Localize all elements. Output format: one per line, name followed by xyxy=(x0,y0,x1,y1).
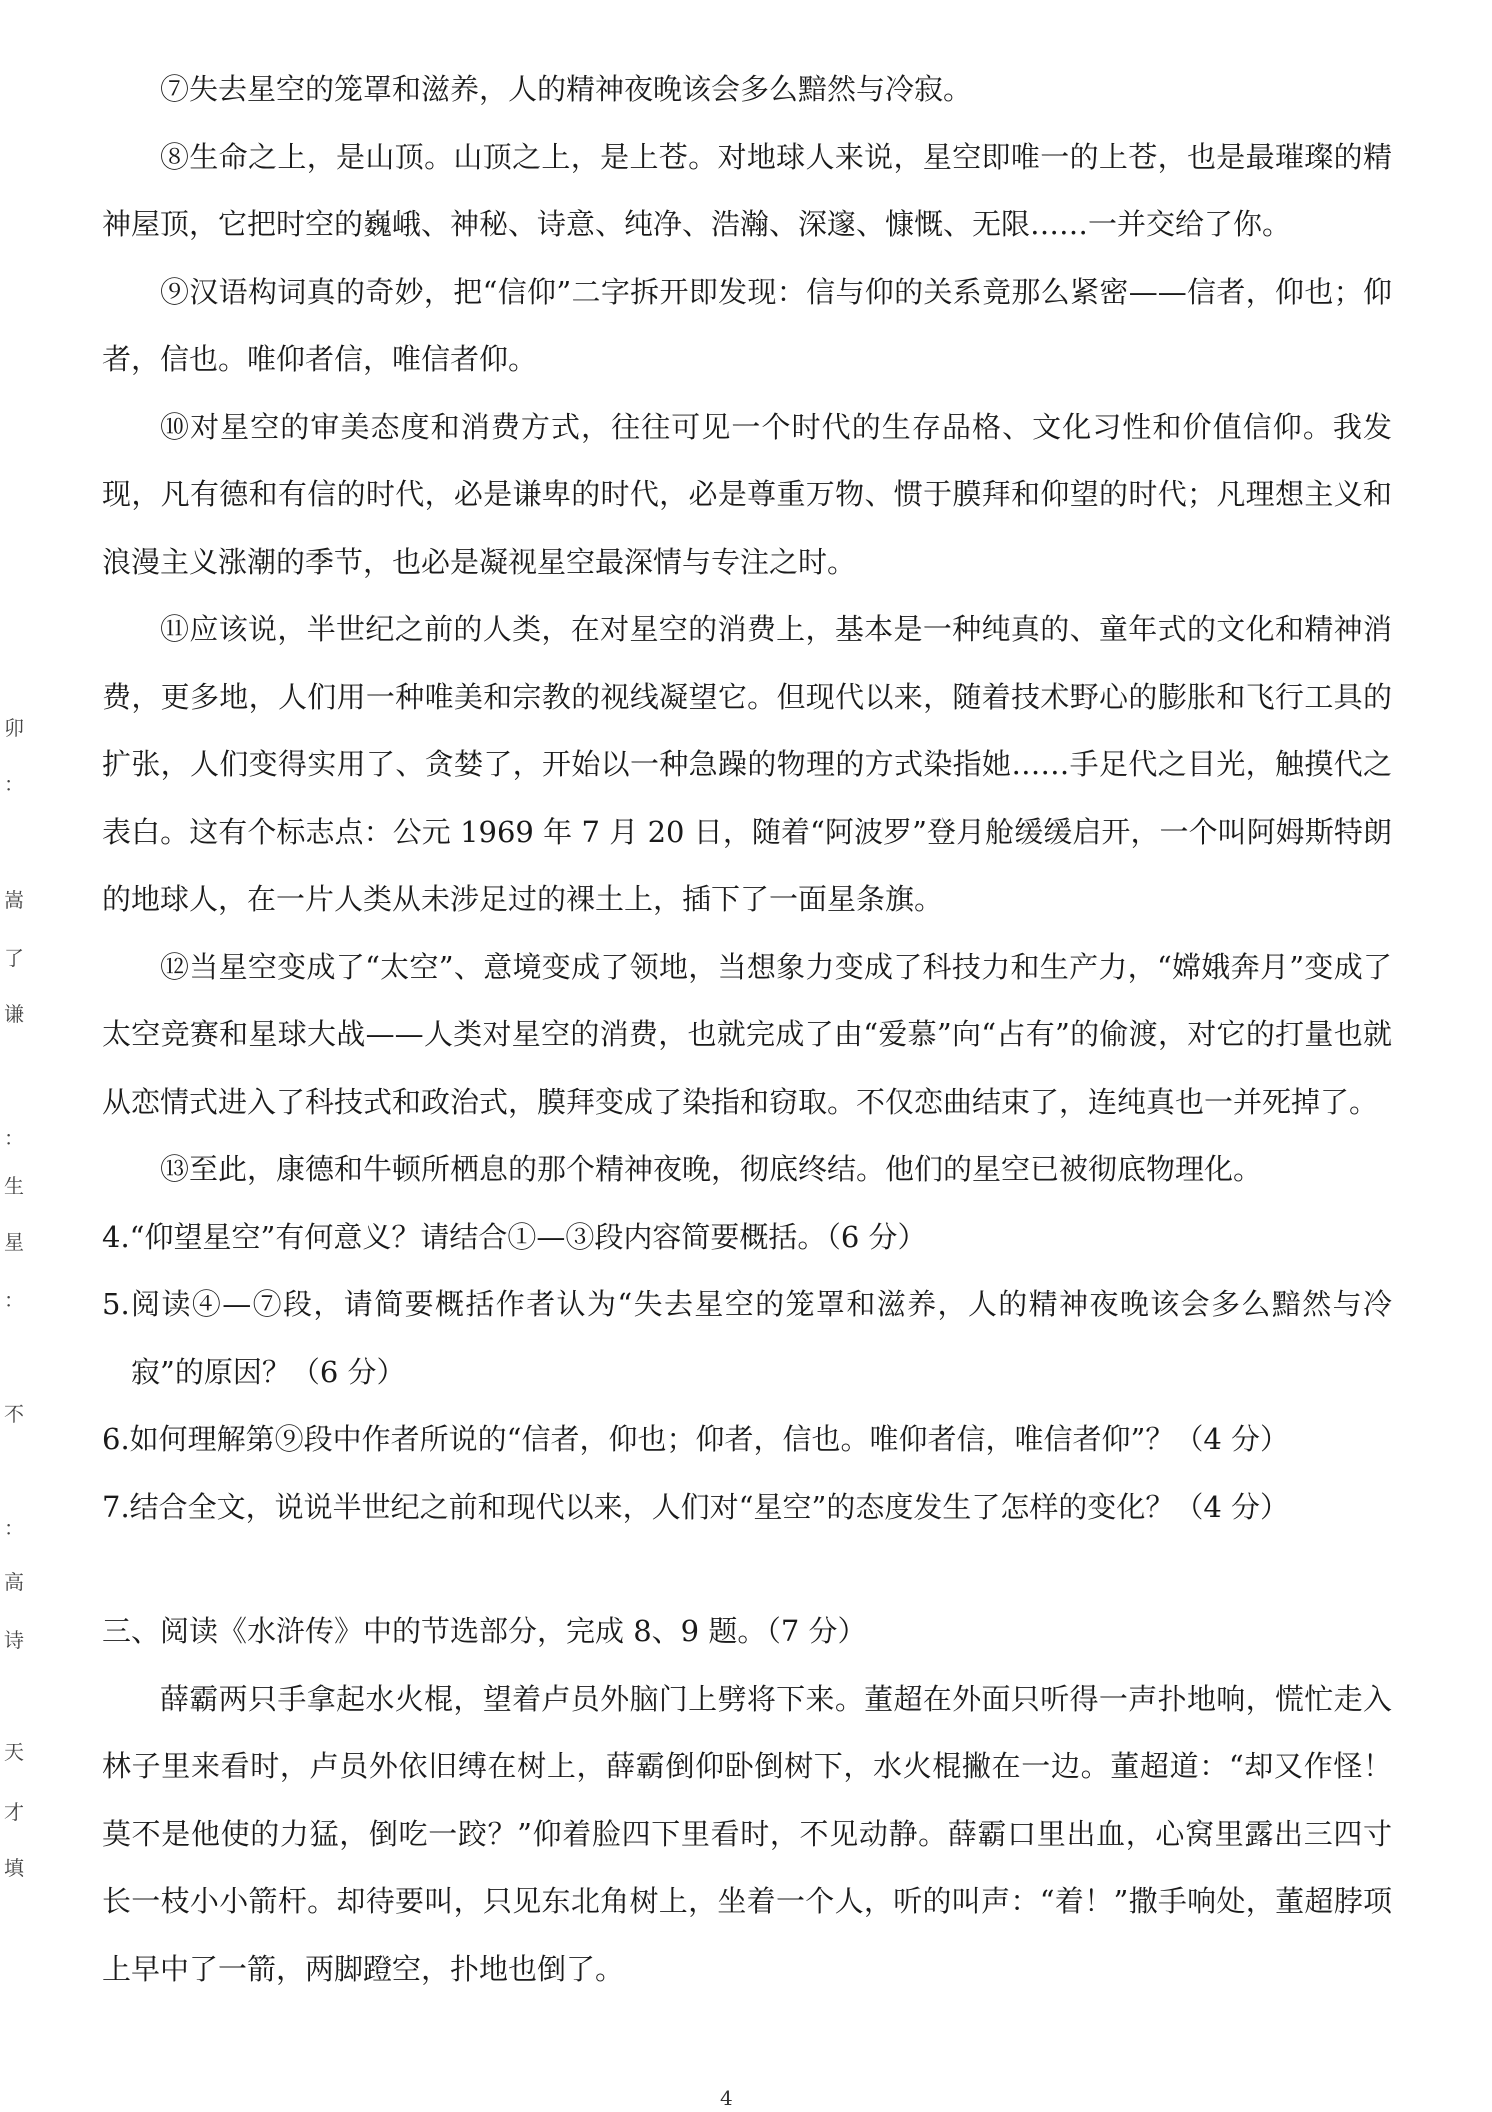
margin-char: ： xyxy=(4,1288,24,1312)
margin-char: ： xyxy=(4,1516,24,1540)
question-5: 5.阅读④—⑦段，请简要概括作者认为“失去星空的笼罩和滋养，人的精神夜晚该会多么黯然与冷寂”的原因？（6 分） xyxy=(102,1287,1392,1389)
question-6: 6.如何理解第⑨段中作者所说的“信者，仰也；仰者，信也。唯仰者信，唯信者仰”？（4 分） xyxy=(102,1422,1289,1456)
margin-char: 填 xyxy=(4,1856,24,1880)
left-margin-fragments xyxy=(0,0,28,2112)
margin-char: 才 xyxy=(4,1800,24,1824)
question-7: 7.结合全文，说说半世纪之前和现代以来，人们对“星空”的态度发生了怎样的变化？（4 分） xyxy=(102,1489,1289,1524)
paragraph-12: ⑫当星空变成了“太空”、意境变成了领地，当想象力变成了科技力和生产力，“嫦娥奔月”变成了太空竞赛和星球大战——人类对星空的消费，也就完成了由“爱慕”向“占有”的偷渡，对它的打量也就从恋情式进入了科技式和政治式，膜拜变成了染指和窃取。不仅恋曲结束了，连纯真也一并死掉了。 xyxy=(102,949,1392,1119)
margin-char: 星 xyxy=(4,1230,24,1254)
margin-char: 了 xyxy=(4,946,24,970)
margin-char: 天 xyxy=(4,1740,24,1764)
paragraph-8: ⑧生命之上，是山顶。山顶之上，是上苍。对地球人来说，星空即唯一的上苍，也是最璀璨的精神屋顶，它把时空的巍峨、神秘、诗意、纯净、浩瀚、深邃、慷慨、无限……一并交给了你。 xyxy=(102,139,1392,241)
margin-char: 生 xyxy=(4,1174,24,1198)
paragraph-9: ⑨汉语构词真的奇妙，把“信仰”二字拆开即发现：信与仰的关系竟那么紧密——信者，仰也；仰者，信也。唯仰者信，唯信者仰。 xyxy=(102,274,1392,376)
page-number: 4 xyxy=(720,2086,733,2110)
margin-char: 高 xyxy=(4,1570,24,1594)
margin-char: 不 xyxy=(4,1402,24,1426)
section-3-passage: 薛霸两只手拿起水火棍，望着卢员外脑门上劈将下来。董超在外面只听得一声扑地响，慌忙走入林子里来看时，卢员外依旧缚在树上，薛霸倒仰卧倒树下，水火棍撇在一边。董超道：“却又作怪！莫不是他使的力猛，倒吃一跤？”仰着脸四下里看时，不见动静。薛霸口里出血，心窝里露出三四寸长一枝小小箭杆。却待要叫，只见东北角树上，坐着一个人，听的叫声：“着！”撒手响处，董超脖项上早中了一箭，两脚蹬空，扑地也倒了。 xyxy=(102,1681,1392,1986)
paragraph-7: ⑦失去星空的笼罩和滋养，人的精神夜晚该会多么黯然与冷寂。 xyxy=(160,72,973,106)
question-4: 4.“仰望星空”有何意义？请结合①—③段内容简要概括。（6 分） xyxy=(102,1219,927,1254)
exam-page-content xyxy=(102,56,1392,2003)
paragraph-10: ⑩对星空的审美态度和消费方式，往往可见一个时代的生存品格、文化习性和价值信仰。我发现，凡有德和有信的时代，必是谦卑的时代，必是尊重万物、惯于膜拜和仰望的时代；凡理想主义和浪漫主义涨潮的季节，也必是凝视星空最深情与专注之时。 xyxy=(102,409,1392,579)
margin-char: 卯 xyxy=(4,716,24,740)
paragraph-13: ⑬至此，康德和牛顿所栖息的那个精神夜晚，彻底终结。他们的星空已被彻底物理化。 xyxy=(160,1152,1263,1186)
paragraph-11: ⑪应该说，半世纪之前的人类，在对星空的消费上，基本是一种纯真的、童年式的文化和精神消费，更多地，人们用一种唯美和宗教的视线凝望它。但现代以来，随着技术野心的膨胀和飞行工具的扩张，人们变得实用了、贪婪了，开始以一种急躁的物理的方式染指她……手足代之目光，触摸代之表白。这有个标志点：公元 1969 年 7 月 20 日，随着“阿波罗”登月舱缓缓启开，一个叫阿姆斯特朗的地球人，在一片人类从未涉足过的裸土上，插下了一面星条旗。 xyxy=(102,612,1392,916)
margin-char: 诗 xyxy=(4,1628,24,1652)
margin-char: 嵩 xyxy=(4,888,24,912)
margin-char: ： xyxy=(4,1126,24,1150)
margin-char: ： xyxy=(4,772,24,796)
section-3-title: 三、阅读《水浒传》中的节选部分，完成 8、9 题。（7 分） xyxy=(102,1614,867,1648)
margin-char: 谦 xyxy=(4,1002,24,1026)
